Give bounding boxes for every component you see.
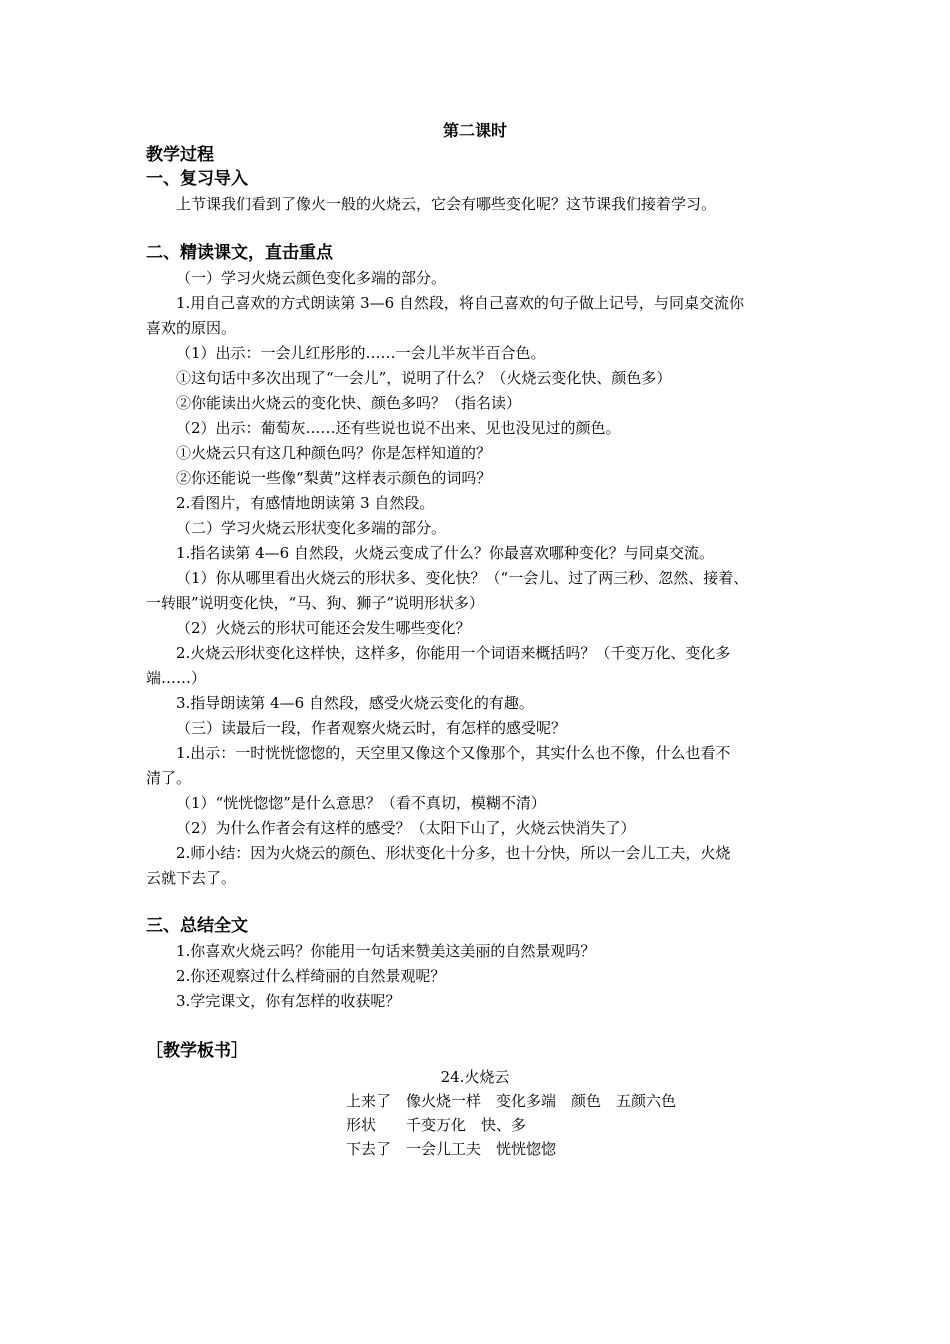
paragraph-line: 2.师小结：因为火烧云的颜色、形状变化十分多，也十分快，所以一会儿工夫，火烧 (176, 844, 731, 862)
paragraph-line: 2.看图片，有感情地朗读第 3 自然段。 (176, 494, 435, 512)
paragraph-line: （1）你从哪里看出火烧云的形状多、变化快？（“一会儿、过了两三秒、忽然、接着、 (176, 569, 749, 587)
paragraph-line: （1）出示：一会儿红彤彤的……一会儿半灰半百合色。 (176, 344, 546, 362)
paragraph-line: 1.指名读第 4—6 自然段，火烧云变成了什么？你最喜欢哪种变化？与同桌交流。 (176, 544, 714, 562)
board-row: 形状 千变万化 快、多 (346, 1116, 527, 1134)
paragraph-line: （2）出示：葡萄灰……还有些说也说不出来、见也没见过的颜色。 (176, 419, 621, 437)
paragraph-line: ②你能读出火烧云的变化快、颜色多吗？（指名读） (176, 394, 522, 412)
section-1-heading: 一、复习导入 (146, 169, 248, 189)
board-row: 上来了 像火烧一样 变化多端 颜色 五颜六色 (346, 1092, 677, 1110)
paragraph-line: 1.用自己喜欢的方式朗读第 3—6 自然段，将自己喜欢的句子做上记号，与同桌交流你 (176, 294, 744, 312)
paragraph-line: （二）学习火烧云形状变化多端的部分。 (176, 519, 447, 537)
paragraph-line: 2.你还观察过什么样绮丽的自然景观呢？ (176, 967, 446, 985)
paragraph-line: 3.指导朗读第 4—6 自然段，感受火烧云变化的有趣。 (176, 694, 534, 712)
paragraph-line: 2.火烧云形状变化这样快，这样多，你能用一个词语来概括吗？（千变万化、变化多 (176, 644, 731, 662)
paragraph-line: 1.出示：一时恍恍惚惚的，天空里又像这个又像那个，其实什么也不像，什么也看不 (176, 744, 731, 762)
paragraph-line: 1.你喜欢火烧云吗？你能用一句话来赞美这美丽的自然景观吗？ (176, 942, 596, 960)
paragraph-line: ①这句话中多次出现了“一会儿”，说明了什么？（火烧云变化快、颜色多） (176, 369, 672, 387)
paragraph-line: 端……） (146, 669, 207, 687)
paragraph-line: ①火烧云只有这几种颜色吗？你是怎样知道的？ (176, 444, 492, 462)
paragraph-line: 3.学完课文，你有怎样的收获呢？ (176, 992, 401, 1010)
section-2-heading: 二、精读课文，直击重点 (146, 243, 333, 263)
page-title: 第二课时 (442, 121, 507, 140)
paragraph-line: （2）火烧云的形状可能还会发生哪些变化？ (176, 619, 471, 637)
paragraph-line: 上节课我们看到了像火一般的火烧云，它会有哪些变化呢？这节课我们接着学习。 (176, 195, 717, 213)
paragraph-line: 清了。 (146, 769, 192, 787)
board-row: 下去了 一会儿工夫 恍恍惚惚 (346, 1140, 557, 1158)
paragraph-line: 一转眼”说明变化快，“马、狗、狮子”说明形状多） (146, 594, 485, 612)
section-3-heading: 三、总结全文 (146, 916, 248, 936)
paragraph-line: （1）“恍恍惚惚”是什么意思？（看不真切，模糊不清） (176, 794, 546, 812)
board-heading: ［教学板书］ (146, 1041, 248, 1061)
paragraph-line: （2）为什么作者会有这样的感受？（太阳下山了，火烧云快消失了） (176, 819, 636, 837)
paragraph-line: ②你还能说一些像“梨黄”这样表示颜色的词吗？ (176, 469, 492, 487)
paragraph-line: 喜欢的原因。 (146, 319, 237, 337)
paragraph-line: （一）学习火烧云颜色变化多端的部分。 (176, 269, 447, 287)
paragraph-line: （三）读最后一段，作者观察火烧云时，有怎样的感受呢？ (176, 719, 567, 737)
board-title: 24.火烧云 (440, 1068, 510, 1086)
paragraph-line: 云就下去了。 (146, 869, 237, 887)
process-heading: 教学过程 (146, 145, 214, 165)
